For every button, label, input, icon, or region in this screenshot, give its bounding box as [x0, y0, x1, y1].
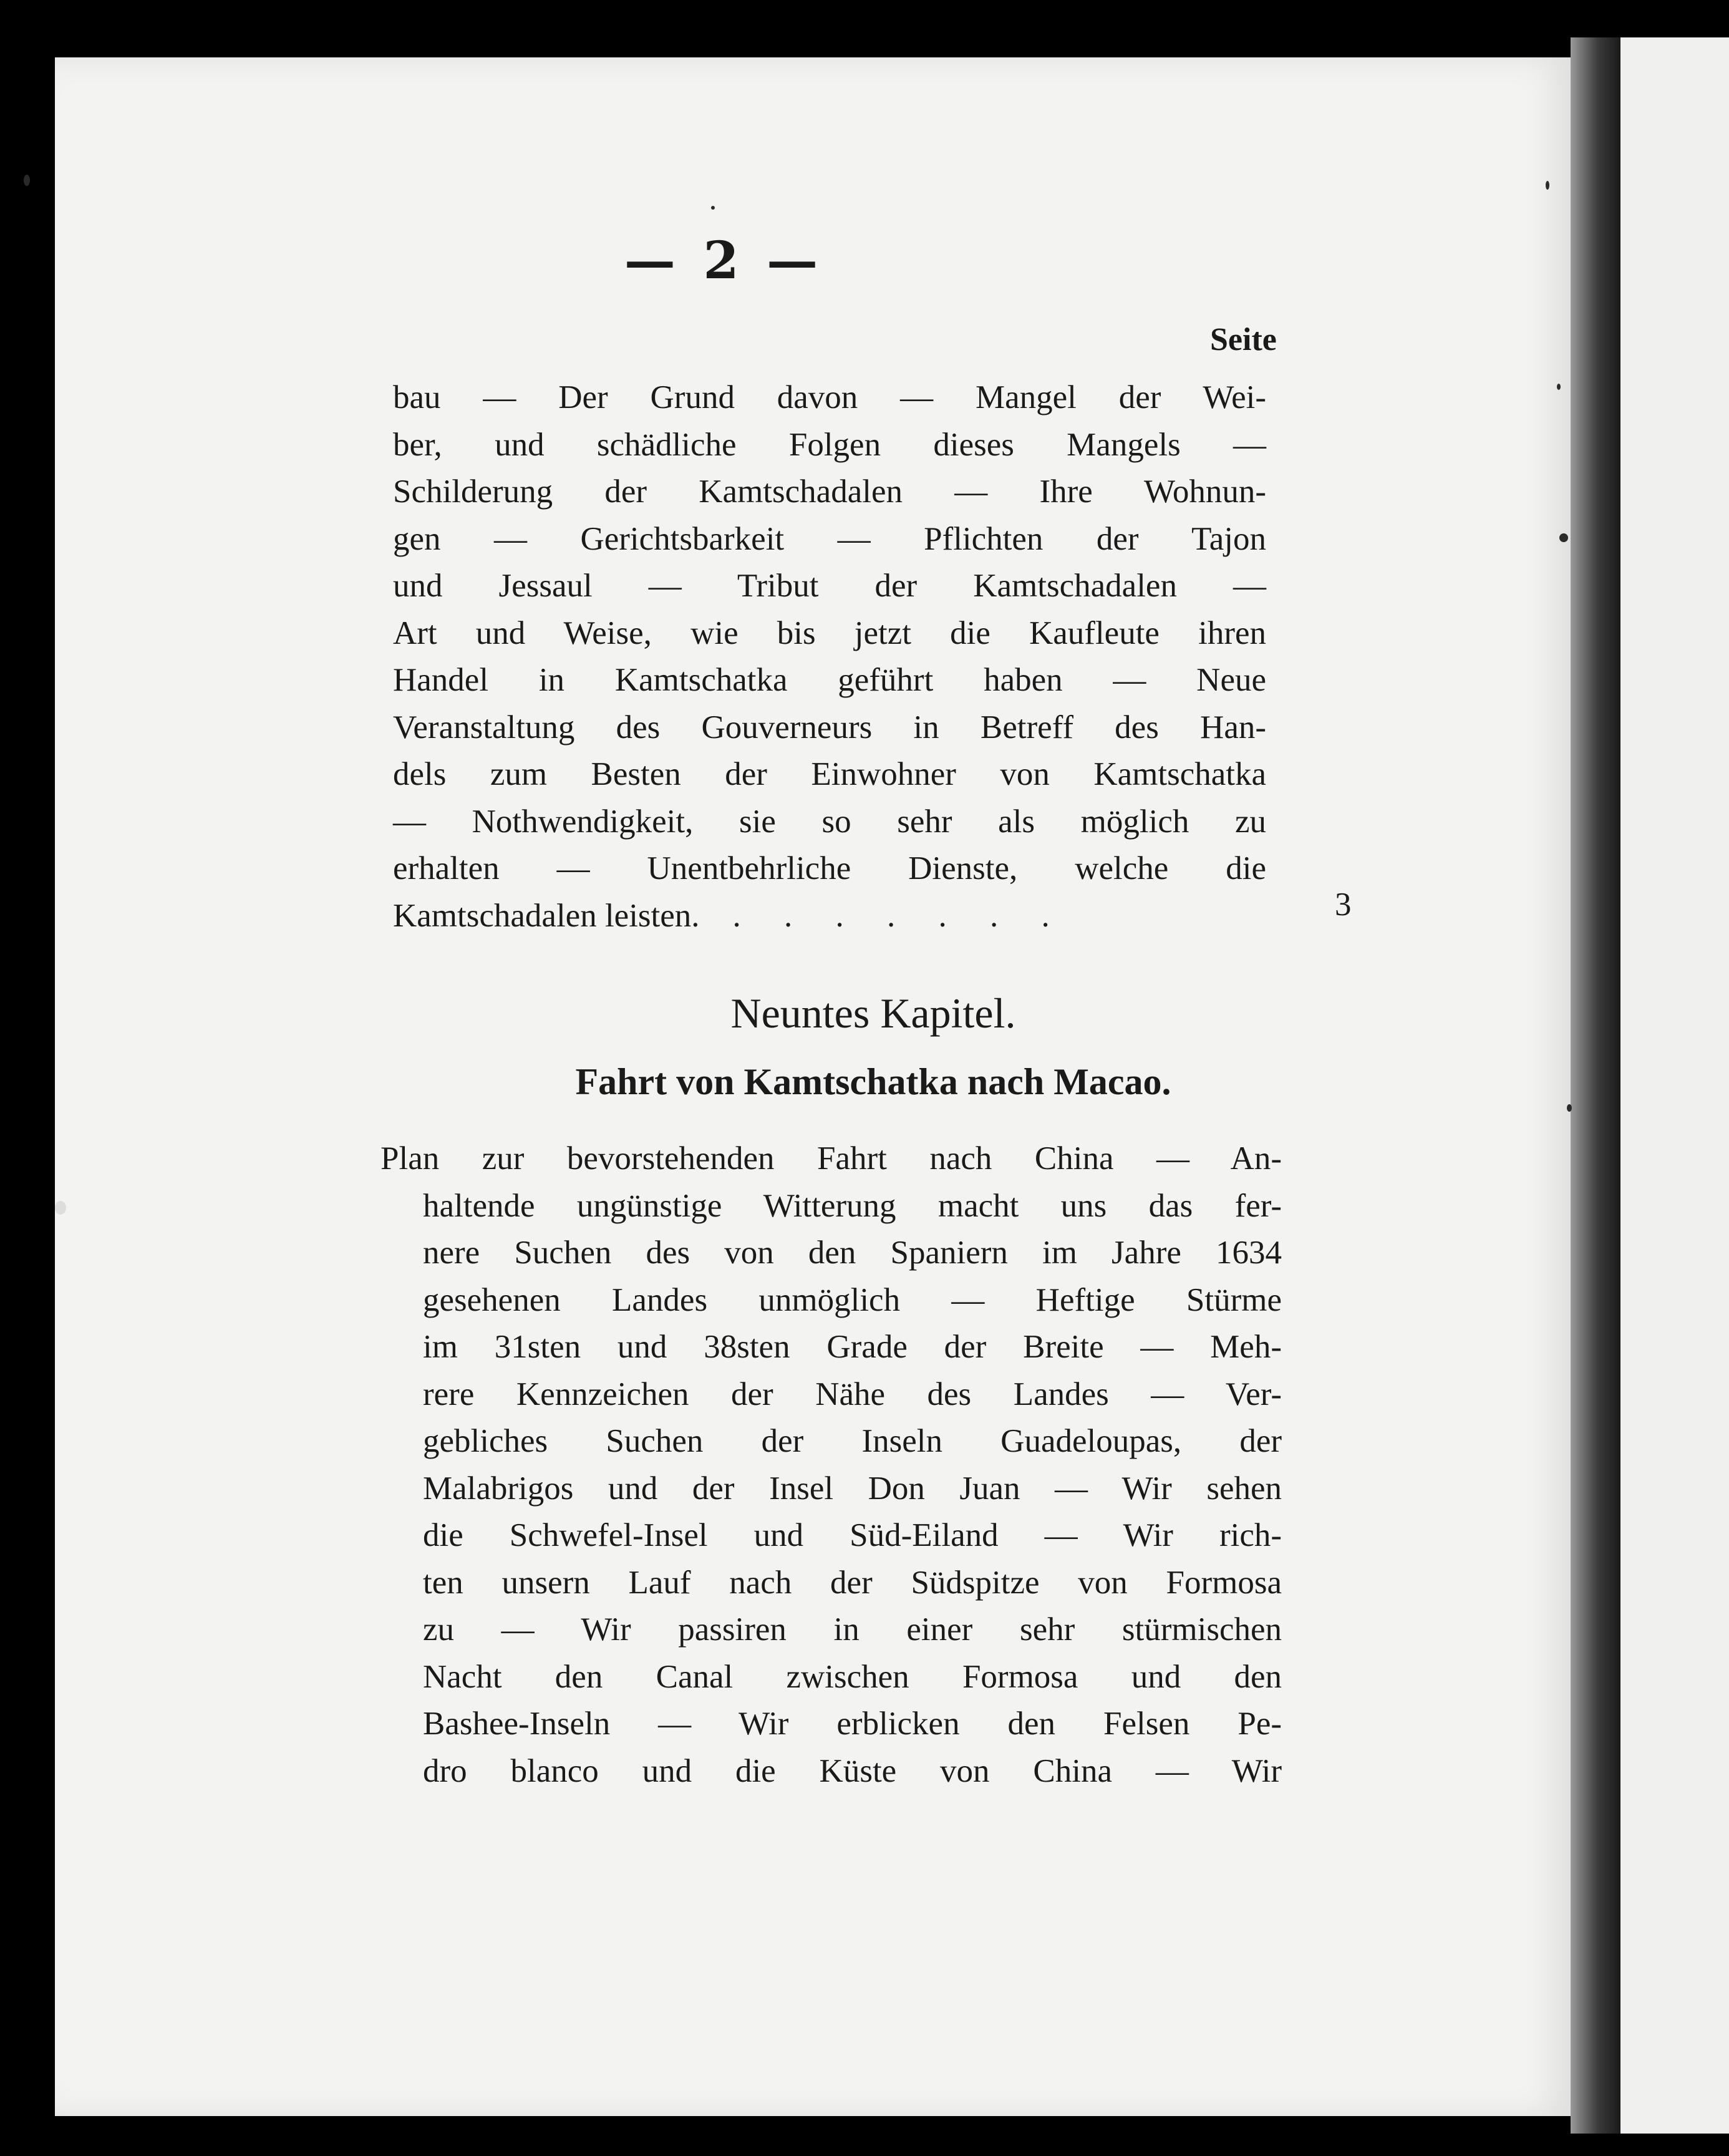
toc-line: Malabrigos und der Insel Don Juan — Wir sehen — [423, 1470, 1282, 1507]
toc-line: gen — Gerichtsbarkeit — Pflichten der Tajon — [393, 520, 1266, 557]
toc-line: Nacht den Canal zwischen Formosa und den — [423, 1658, 1282, 1695]
scan-speck — [55, 1201, 66, 1215]
toc-line: zu — Wir passiren in einer sehr stürmischen — [423, 1611, 1282, 1648]
toc-line: ber, und schädliche Folgen dieses Mangels — — [393, 426, 1266, 463]
toc-line: haltende ungünstige Witterung macht uns das fer- — [423, 1187, 1282, 1224]
toc-line: Plan zur bevorstehenden Fahrt nach China — An- — [380, 1140, 1282, 1177]
toc-line-text: Kamtschadalen leisten. — [393, 897, 700, 934]
dot-leader: . . . . . . . — [732, 897, 1067, 934]
toc-line: Bashee-Inseln — Wir erblicken den Felsen Pe- — [423, 1706, 1282, 1742]
toc-line: Schilderung der Kamtschadalen — Ihre Wohnun- — [393, 473, 1266, 510]
toc-line: ten unsern Lauf nach der Südspitze von Formosa — [423, 1564, 1282, 1601]
toc-line: gesehenen Landes unmöglich — Heftige Stürme — [423, 1281, 1282, 1318]
column-label: Seite — [1210, 322, 1277, 357]
toc-line: bau — Der Grund davon — Mangel der Wei- — [393, 379, 1266, 415]
chapter-number-heading: Neuntes Kapitel. — [730, 989, 1016, 1037]
chapter-title-heading: Fahrt von Kamtschatka nach Macao. — [575, 1061, 1171, 1102]
scan-speck — [1546, 181, 1549, 190]
toc-line: — Nothwendigkeit, sie so sehr als möglich zu — [393, 803, 1266, 840]
toc-entry-chapter-9 — [380, 1135, 1282, 1795]
toc-line: rere Kennzeichen der Nähe des Landes — Ver- — [423, 1376, 1282, 1412]
scan-speck — [24, 175, 30, 186]
running-head: — 2 — — [624, 231, 823, 291]
toc-line: erhalten — Unentbehrliche Dienste, welche die — [393, 850, 1266, 886]
scan-speck — [1567, 1104, 1572, 1112]
toc-line: gebliches Suchen der Inseln Guadeloupas, der — [423, 1423, 1282, 1459]
toc-line: Handel in Kamtschatka geführt haben — Neue — [393, 662, 1266, 698]
toc-line: dels zum Besten der Einwohner von Kamtschatka — [393, 756, 1266, 792]
toc-line: dro blanco und die Küste von China — Wir — [423, 1752, 1282, 1789]
toc-entry-chapter-8 — [393, 374, 1266, 940]
page-reference: 3 — [1335, 886, 1352, 923]
toc-line: und Jessaul — Tribut der Kamtschadalen — — [393, 568, 1266, 604]
scan-speck — [711, 206, 715, 210]
toc-line-final — [393, 893, 1266, 940]
toc-line: Art und Weise, wie bis jetzt die Kaufleute ihren — [393, 614, 1266, 651]
toc-line: Veranstaltung des Gouverneurs in Betreff des Han- — [393, 709, 1266, 745]
toc-line: die Schwefel-Insel und Süd-Eiland — Wir rich- — [423, 1517, 1282, 1553]
toc-line: im 31sten und 38sten Grade der Breite — Meh- — [423, 1329, 1282, 1365]
scan-speck — [1559, 533, 1568, 542]
toc-line: nere Suchen des von den Spaniern im Jahre 1634 — [423, 1235, 1282, 1271]
scan-speck — [1557, 384, 1561, 390]
